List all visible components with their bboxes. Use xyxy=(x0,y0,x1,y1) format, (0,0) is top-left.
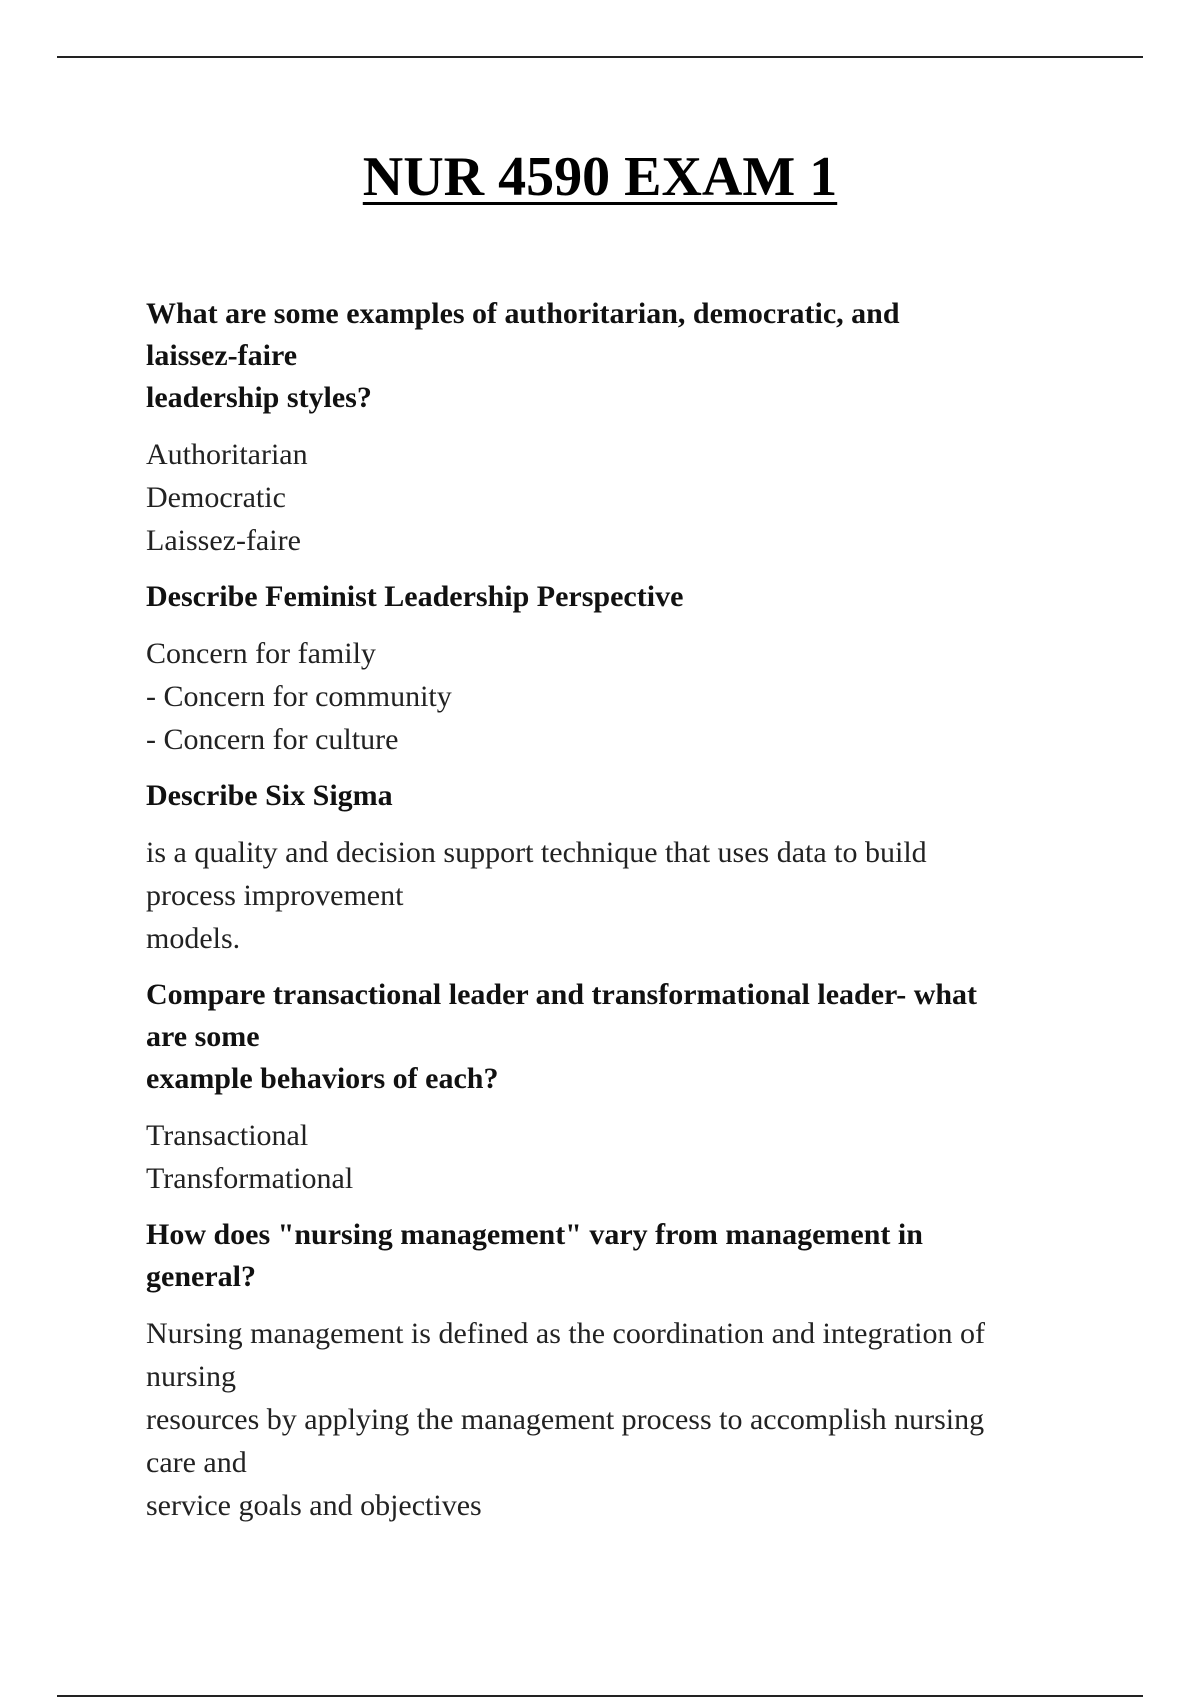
question-line: Describe Six Sigma xyxy=(146,779,393,812)
answer-line: models. xyxy=(146,922,241,955)
qa-item xyxy=(146,576,1076,761)
answer-line: care and xyxy=(146,1446,247,1479)
qa-item xyxy=(146,775,1076,960)
question-line: How does "nursing management" vary from management in xyxy=(146,1218,923,1251)
question xyxy=(146,293,1076,419)
answer-line: service goals and objectives xyxy=(146,1489,482,1522)
answer xyxy=(146,831,1076,960)
answer-line: Nursing management is defined as the coordination and integration of xyxy=(146,1317,985,1350)
answer-line: Democratic xyxy=(146,481,286,514)
answer-line: is a quality and decision support technique that uses data to build xyxy=(146,836,927,869)
question xyxy=(146,775,1076,817)
question-line: are some xyxy=(146,1020,260,1053)
answer-line: nursing xyxy=(146,1360,236,1393)
answer xyxy=(146,1312,1076,1527)
answer xyxy=(146,1114,1076,1200)
question xyxy=(146,1214,1076,1298)
qa-item xyxy=(146,293,1076,562)
answer-line: Concern for family xyxy=(146,637,376,670)
qa-item xyxy=(146,974,1076,1200)
bottom-rule xyxy=(57,1695,1143,1697)
question-line: leadership styles? xyxy=(146,381,372,414)
question xyxy=(146,576,1076,618)
top-rule xyxy=(57,56,1143,58)
question-line: Describe Feminist Leadership Perspective xyxy=(146,580,684,613)
page-title: NUR 4590 EXAM 1 xyxy=(362,146,838,208)
question-line: What are some examples of authoritarian, democratic, and xyxy=(146,297,900,330)
answer-line: Authoritarian xyxy=(146,438,308,471)
answer-line: - Concern for community xyxy=(146,680,452,713)
question-line: laissez-faire xyxy=(146,339,298,372)
answer xyxy=(146,433,1076,562)
answer-line: Laissez-faire xyxy=(146,524,301,557)
qa-item xyxy=(146,1214,1076,1527)
answer-line: process improvement xyxy=(146,879,404,912)
qa-list xyxy=(146,293,1076,1541)
answer xyxy=(146,632,1076,761)
answer-line: - Concern for culture xyxy=(146,723,399,756)
answer-line: Transformational xyxy=(146,1162,354,1195)
answer-line: resources by applying the management process to accomplish nursing xyxy=(146,1403,985,1436)
question xyxy=(146,974,1076,1100)
question-line: Compare transactional leader and transformational leader- what xyxy=(146,978,978,1011)
question-line: example behaviors of each? xyxy=(146,1062,499,1095)
answer-line: Transactional xyxy=(146,1119,309,1152)
question-line: general? xyxy=(146,1260,256,1293)
